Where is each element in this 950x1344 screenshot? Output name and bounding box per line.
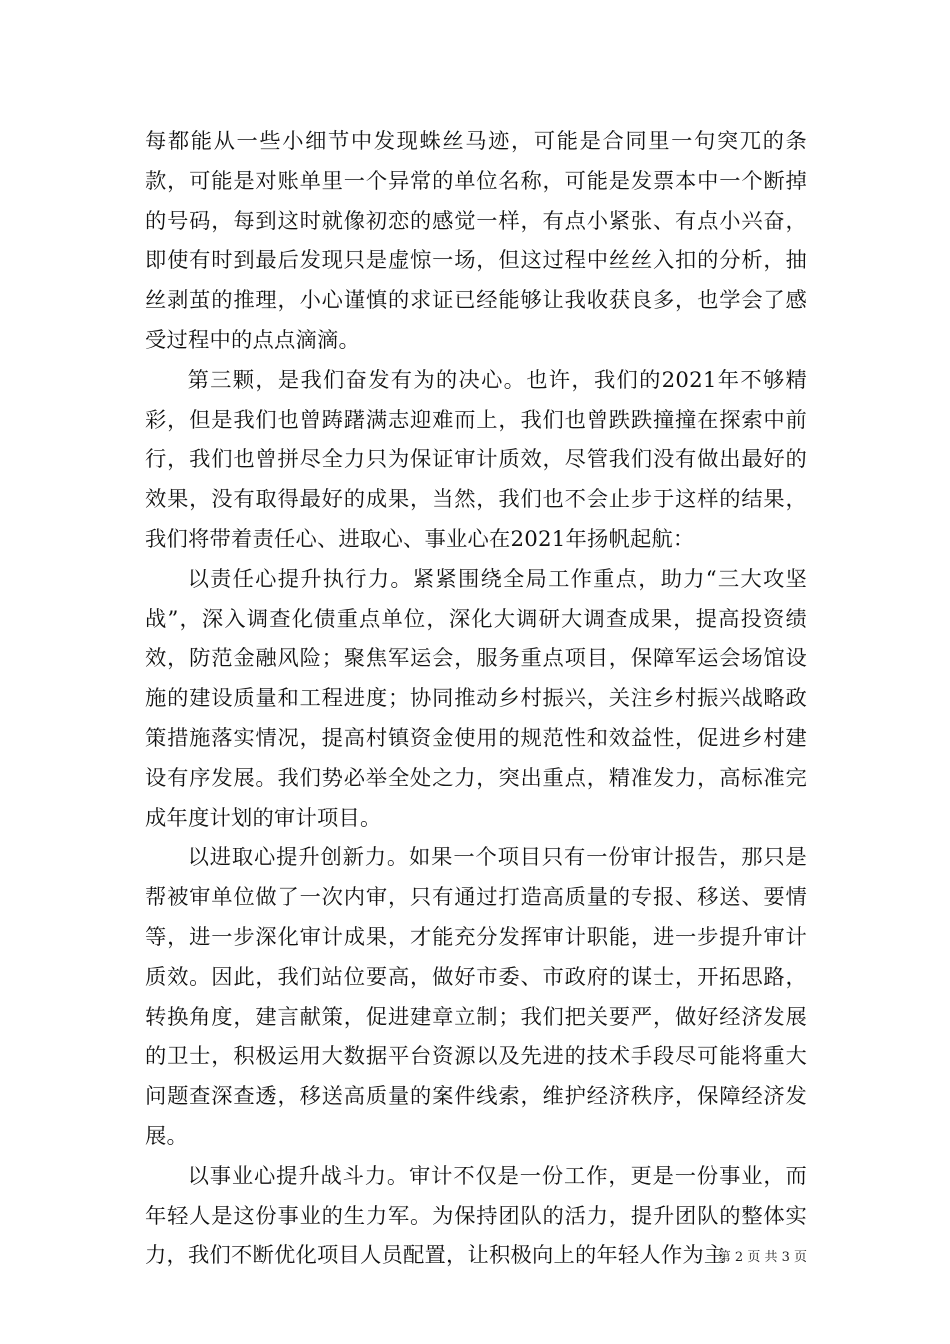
page-number-footer: 第 2 页 共 3 页 [717,1250,807,1265]
document-body [145,122,807,1276]
paragraph-2: 第三颗，是我们奋发有为的决心。也许，我们的2021年不够精彩，但是我们也曾踌躇满志迎难而上，我们也曾跌跌撞撞在探索中前行，我们也曾拼尽全力只为保证审计质效，尽管我们没有做出最好的效果，没有取得最好的成果，当然，我们也不会止步于这样的结果，我们将带着责任心、进取心、事业心在2021年扬帆起航： [145,367,807,552]
paragraph-1: 每都能从一些小细节中发现蛛丝马迹，可能是合同里一句突兀的条款，可能是对账单里一个异常的单位名称，可能是发票本中一个断掉的号码，每到这时就像初恋的感觉一样，有点小紧张、有点小兴奋，即使有时到最后发现只是虚惊一场，但这过程中丝丝入扣的分析，抽丝剥茧的推理，小心谨慎的求证已经能够让我收获良多，也学会了感受过程中的点点滴滴。 [145,129,807,353]
paragraph-4: 以进取心提升创新力。如果一个项目只有一份审计报告，那只是帮被审单位做了一次内审，只有通过打造高质量的专报、移送、要情等，进一步深化审计成果，才能充分发挥审计职能，进一步提升审计质效。因此，我们站位要高，做好市委、市政府的谋士，开拓思路，转换角度，建言献策，促进建章立制；我们把关要严，做好经济发展的卫士，积极运用大数据平台资源以及先进的技术手段尽可能将重大问题查深查透，移送高质量的案件线索，维护经济秩序，保障经济发展。 [145,845,807,1149]
paragraph-5: 以事业心提升战斗力。审计不仅是一份工作，更是一份事业，而年轻人是这份事业的生力军。为保持团队的活力，提升团队的整体实力，我们不断优化项目人员配置，让积极向上的年轻人作为主 [145,1163,807,1269]
paragraph-3: 以责任心提升执行力。紧紧围绕全局工作重点，助力“三大攻坚战”，深入调查化债重点单位，深化大调研大调查成果，提高投资绩效，防范金融风险；聚焦军运会，服务重点项目，保障军运会场馆设施的建设质量和工程进度；协同推动乡村振兴，关注乡村振兴战略政策措施落实情况，提高村镇资金使用的规范性和效益性，促进乡村建设有序发展。我们势必举全处之力，突出重点，精准发力，高标准完成年度计划的审计项目。 [145,566,807,831]
